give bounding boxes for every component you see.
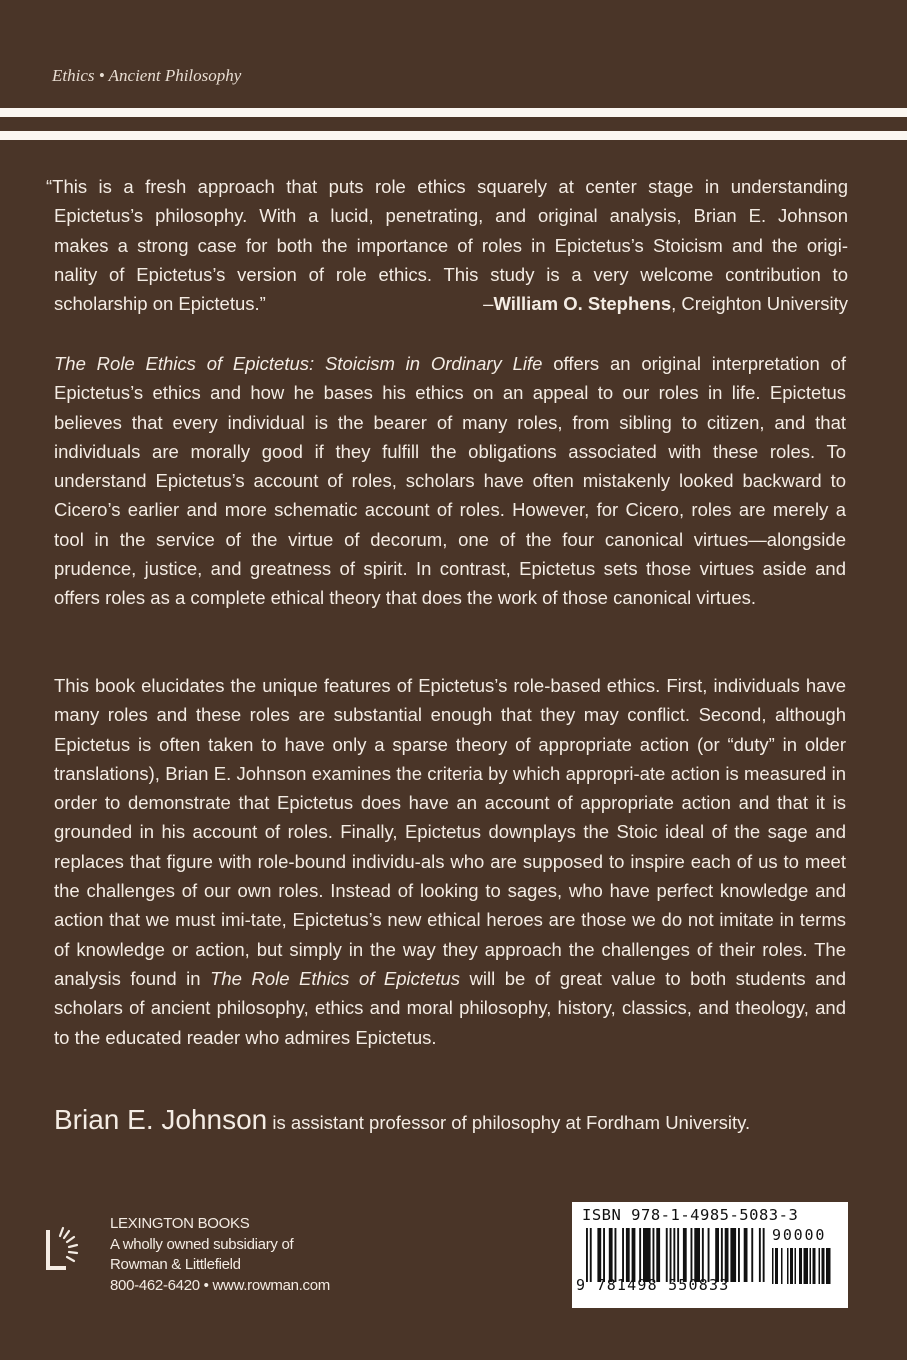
barcode-bar bbox=[715, 1228, 719, 1282]
barcode-bar bbox=[725, 1228, 729, 1282]
quote-line: “This is a fresh approach that puts role ethics squarely at center stage in understanding bbox=[46, 176, 848, 197]
category-label bbox=[52, 66, 241, 86]
paragraph-text: will be of great value to both students and scholars of ancient philosophy, ethics and moral philosophy, history, classics, and theology, and to the educated reader who admires Epictetus. bbox=[54, 967, 846, 1048]
barcode-bar bbox=[597, 1228, 601, 1282]
lexington-logo-icon bbox=[40, 1216, 96, 1276]
barcode-bar bbox=[586, 1228, 588, 1282]
barcode-bar bbox=[670, 1228, 672, 1282]
barcode-bar bbox=[730, 1228, 736, 1282]
barcode-bar bbox=[744, 1228, 748, 1282]
barcode-bar bbox=[721, 1228, 723, 1282]
barcode-bar bbox=[763, 1228, 765, 1282]
barcode-bar bbox=[781, 1248, 783, 1284]
barcode-bar bbox=[622, 1228, 624, 1282]
author-name: Brian E. Johnson bbox=[54, 1104, 268, 1135]
author-bio bbox=[54, 1104, 750, 1136]
barcode-bar bbox=[738, 1228, 740, 1282]
barcode-bar bbox=[790, 1248, 793, 1284]
barcode-bar bbox=[787, 1248, 789, 1284]
publisher-contact: 800-462-6420 • www.rowman.com bbox=[110, 1276, 330, 1294]
endorser bbox=[483, 289, 848, 318]
barcode-bar bbox=[632, 1228, 636, 1282]
barcode-bar bbox=[653, 1228, 655, 1282]
publisher-parent: Rowman & Littlefield bbox=[110, 1256, 241, 1273]
ean-barcode-bars bbox=[586, 1228, 766, 1282]
barcode bbox=[572, 1202, 848, 1308]
paragraph-text: This book elucidates the unique features of Epictetus’s role-based ethics. First, individuals have many roles and these roles are substantial enough that they may conflict. Second, although Epictetus is often taken to have only a sparse theory of appropriate action (or “duty” in older translations), Brian E. Johnson examines the criteria by which appropri-ate action is measured in order to demonstrate that Epictetus does have an account of appropriate action and that it is grounded in his account of roles. Finally, Epictetus downplays the Stoic ideal of the sage and replaces that figure with role-bound individu-als who are supposed to inspire each of us to meet the challenges of our own roles. Instead of looking to sages, who have perfect knowledge and action that we must imi-tate, Epictetus’s new ethical heroes are those we do not imitate in terms of knowledge or action, but simply in the way they approach the challenges of their roles. The analysis found in bbox=[54, 675, 846, 989]
barcode-bar bbox=[626, 1228, 630, 1282]
barcode-bar bbox=[751, 1228, 753, 1282]
barcode-bar bbox=[759, 1228, 761, 1282]
barcode-bar bbox=[772, 1248, 774, 1284]
barcode-bar bbox=[603, 1228, 605, 1282]
barcode-bar bbox=[643, 1228, 651, 1282]
header-stripe-1 bbox=[0, 108, 907, 117]
description-paragraph-2 bbox=[54, 671, 846, 1052]
barcode-bar bbox=[683, 1228, 687, 1282]
header-stripe-2 bbox=[0, 131, 907, 140]
isbn-text: ISBN 978-1-4985-5083-3 bbox=[582, 1206, 799, 1224]
barcode-bar bbox=[775, 1248, 778, 1284]
ean-number: 9 781498 550833 bbox=[576, 1276, 730, 1294]
barcode-bar bbox=[656, 1228, 660, 1282]
description-paragraph-1 bbox=[54, 349, 846, 613]
barcode-bar bbox=[590, 1228, 592, 1282]
quote-line: Epictetus’s philosophy. With a lucid, penetrating, and original analysis, Brian E. Johnson bbox=[54, 205, 848, 227]
publisher-info bbox=[110, 1214, 330, 1296]
publisher-name: LEXINGTON BOOKS bbox=[110, 1215, 250, 1232]
quote-line: makes a strong case for both the importance of roles in Epictetus’s Stoicism and the origi- bbox=[54, 234, 848, 256]
category-ethics: Ethics bbox=[52, 66, 95, 85]
category-bullet: • bbox=[98, 66, 105, 85]
barcode-bar bbox=[819, 1248, 821, 1284]
quote-line: nality of Epictetus’s version of role ethics. This study is a very welcome contribution to bbox=[54, 263, 848, 285]
barcode-bar bbox=[639, 1228, 641, 1282]
quote-attribution-line bbox=[46, 289, 848, 318]
barcode-bar bbox=[615, 1228, 617, 1282]
quote-last-line: scholarship on Epictetus.” bbox=[54, 293, 266, 315]
barcode-bar bbox=[691, 1228, 693, 1282]
barcode-bar bbox=[826, 1248, 831, 1284]
barcode-bar bbox=[810, 1248, 812, 1284]
addon-barcode-bars bbox=[772, 1248, 836, 1284]
barcode-bar bbox=[708, 1228, 710, 1282]
author-description: is assistant professor of philosophy at Fordham University. bbox=[267, 1112, 751, 1133]
barcode-bar bbox=[822, 1248, 825, 1284]
barcode-bar bbox=[702, 1228, 704, 1282]
barcode-bar bbox=[609, 1228, 613, 1282]
book-title: The Role Ethics of Epictetus bbox=[210, 967, 460, 989]
barcode-bar bbox=[804, 1248, 809, 1284]
barcode-bar bbox=[694, 1228, 700, 1282]
price-addon-text: 90000 bbox=[772, 1226, 827, 1244]
category-ancient-philosophy: Ancient Philosophy bbox=[108, 66, 242, 85]
book-title: The Role Ethics of Epictetus: Stoicism in Ordinary Life bbox=[54, 353, 543, 374]
endorser-affiliation: , Creighton University bbox=[671, 293, 848, 315]
barcode-bar bbox=[666, 1228, 668, 1282]
endorsement-quote bbox=[46, 172, 848, 318]
endorser-dash: – bbox=[483, 293, 494, 315]
barcode-bar bbox=[673, 1228, 675, 1282]
endorser-name: William O. Stephens bbox=[493, 293, 672, 315]
barcode-bar bbox=[799, 1248, 802, 1284]
publisher-subsidiary: A wholly owned subsidiary of bbox=[110, 1235, 294, 1253]
paragraph-text: offers an original interpretation of Epictetus’s ethics and how he bases his ethics on an appeal to our roles in life. Epictetus believes that every individual is the bearer of many roles, from sibling to citizen, and that individuals are morally good if they fulfill the obligations associated with these roles. To understand Epictetus’s account of roles, scholars have often mistakenly looked backward to Cicero’s earlier and more schematic account of roles. However, for Cicero, roles are merely a tool in the service of the virtue of decorum, one of the four canonical virtues—alongside prudence, justice, and greatness of spirit. In contrast, Epictetus sets those virtues aside and offers roles as a complete ethical theory that does the work of those canonical virtues. bbox=[54, 353, 846, 609]
barcode-bar bbox=[813, 1248, 816, 1284]
barcode-bar bbox=[677, 1228, 679, 1282]
barcode-bar bbox=[795, 1248, 797, 1284]
